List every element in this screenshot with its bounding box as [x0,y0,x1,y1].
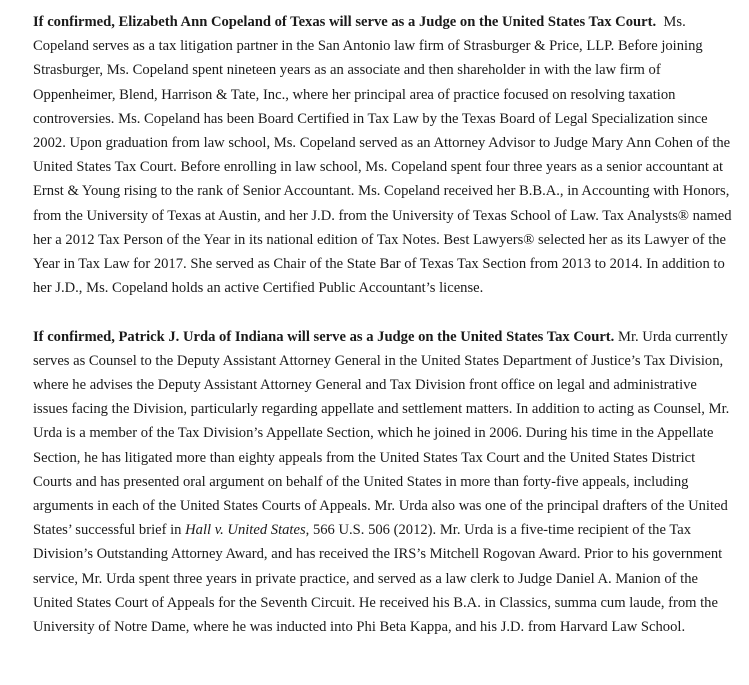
nominee-copeland-lead: If confirmed, Elizabeth Ann Copeland of Texas will serve as a Judge on the United States Tax Court. [33,14,657,30]
nominee-copeland-paragraph [33,10,735,300]
case-citation: Hall v. United States [185,522,306,539]
nominee-copeland-body: Ms. Copeland serves as a tax litigation partner in the San Antonio law firm of Strasburger & Price, LLP. Before joining Strasburger, Ms. Copeland spent nineteen years as an associate and then shareholder in with the law firm of Oppenheimer, Blend, Harrison & Tate, Inc., where her principal area of practice focused on resolving taxation controversies. Ms. Copeland has been Board Certified in Tax Law by the Texas Board of Legal Specialization since 2002. Upon graduation from law school, Ms. Copeland served as an Attorney Advisor to Judge Mary Ann Cohen of the United States Tax Court. Before enrolling in law school, Ms. Copeland spent four three years as a senior accountant at Ernst & Young rising to the rank of Senior Accountant. Ms. Copeland received her B.B.A., in Accounting with Honors, from the University of Texas at Austin, and her J.D. from the University of Texas School of Law. Tax Analysts® named her a 2012 Tax Person of the Year in its national edition of Tax Notes. Best Lawyers® selected her as its Lawyer of the Year in Tax Law for 2017. She served as Chair of the State Bar of Texas Tax Section from 2013 to 2014. In addition to her J.D., Ms. Copeland holds an active Certified Public Accountant’s license. [33,14,732,297]
nominee-urda-body: Mr. Urda currently serves as Counsel to the Deputy Assistant Attorney General in the United States Department of Justice’s Tax Division, where he advises the Deputy Assistant Attorney General and Tax Division front office on legal and administrative issues facing the Division, particularly regarding appellate and settlement matters. In addition to acting as Counsel, Mr. Urda is a member of the Tax Division’s Appellate Section, which he joined in 2006. During his time in the Appellate Section, he has litigated more than eighty appeals from the United States Tax Court and the United States District Courts and has presented oral argument on behalf of the United States in more than forty-five appeals, including arguments in each of the United States Courts of Appeals. Mr. Urda also was one of the principal drafters of the United States’ successful brief in [33,328,730,539]
nominee-urda-lead: If confirmed, Patrick J. Urda of Indiana will serve as a Judge on the United States Tax Court. [33,328,615,345]
nominee-urda-body-continued: , 566 U.S. 506 (2012). Mr. Urda is a five-time recipient of the Tax Division’s Outstanding Attorney Award, and has received the IRS’s Mitchell Rogovan Award. Prior to his government service, Mr. Urda spent three years in private practice, and served as a law clerk to Judge Daniel A. Manion of the United States Court of Appeals for the Seventh Circuit. He received his B.A. in Classics, summa cum laude, from the University of Notre Dame, where he was inducted into Phi Beta Kappa, and his J.D. from Harvard Law School. [33,522,723,636]
nominee-urda-paragraph [33,325,735,640]
